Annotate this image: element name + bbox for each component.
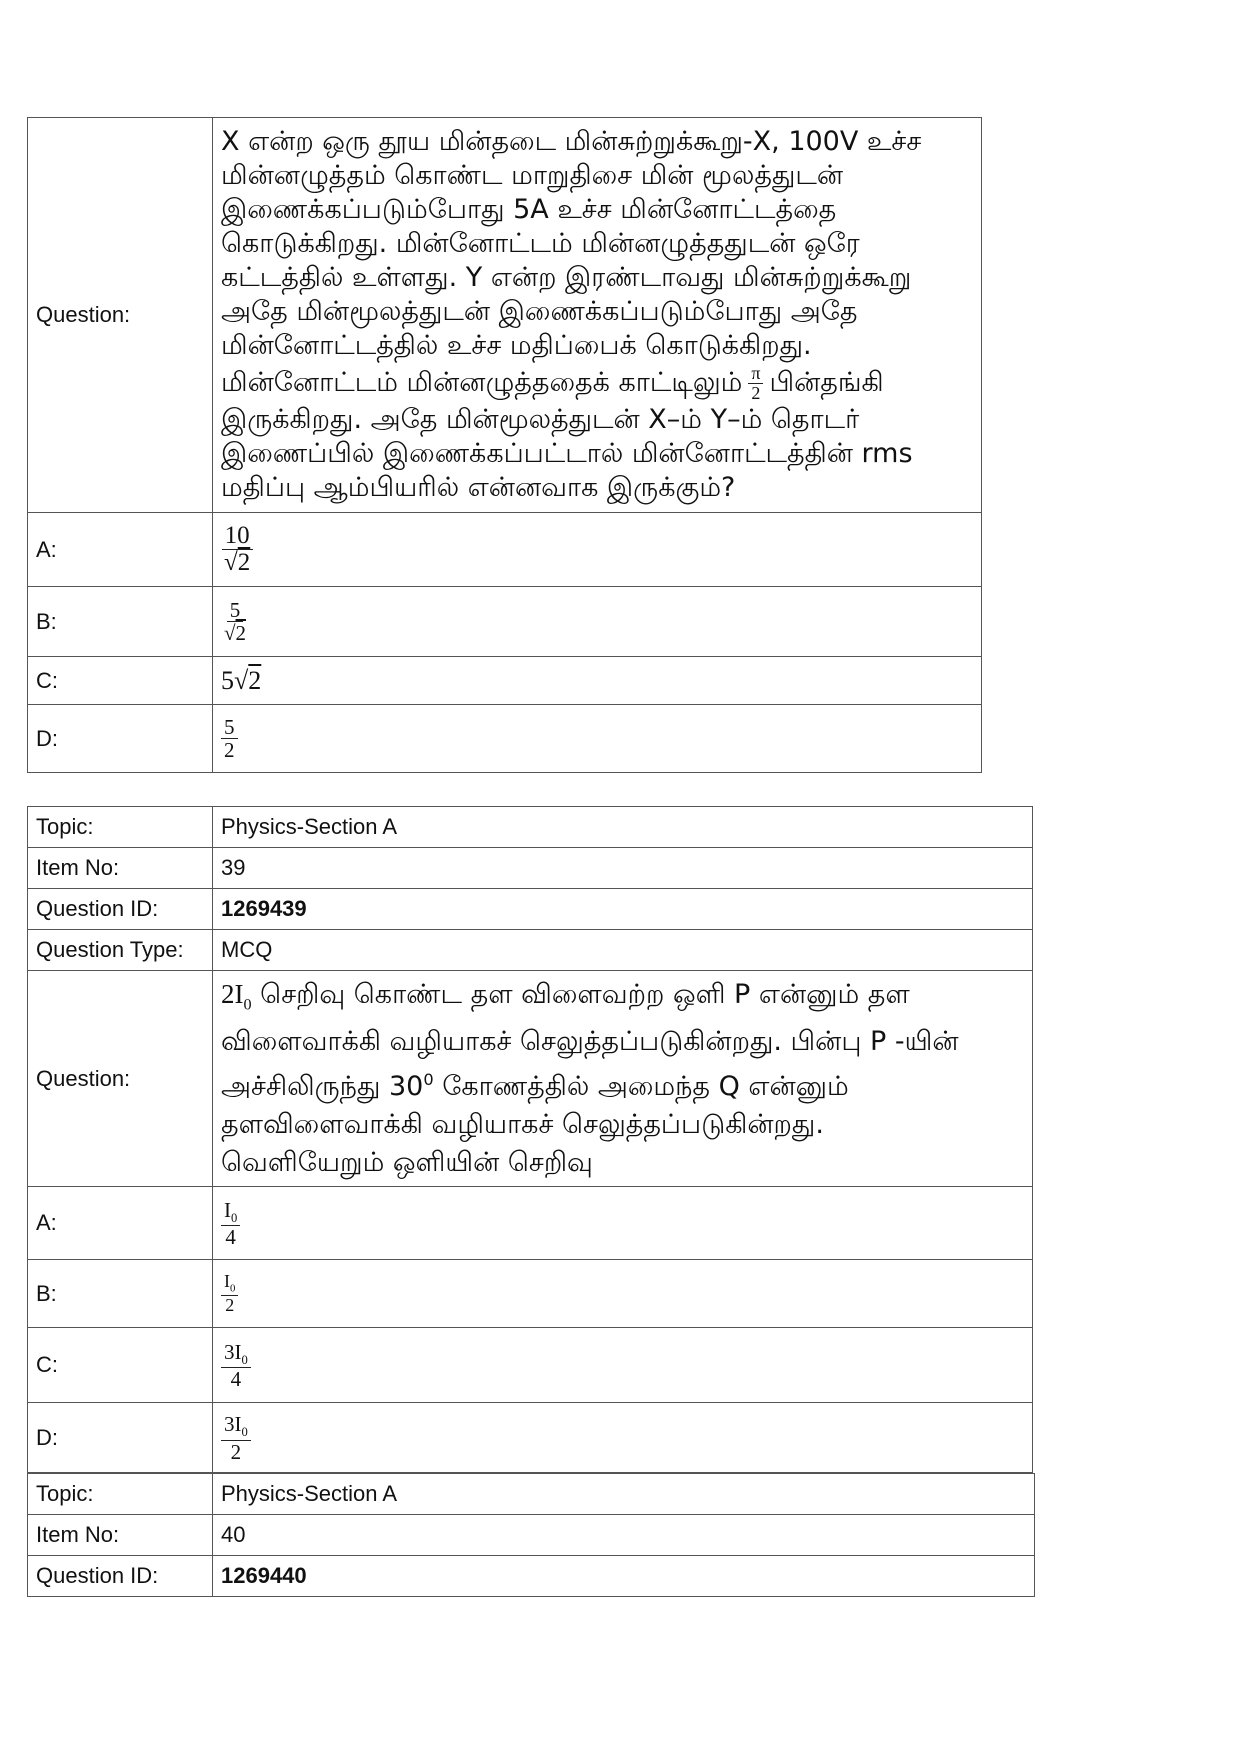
intensity-symbol: 2I [221, 979, 244, 1009]
option-a-value [213, 513, 982, 587]
question-fragment: பின்தங்கி [769, 367, 884, 398]
fraction-numerator [221, 1199, 240, 1226]
question-label: Question: [28, 118, 213, 513]
sqrt-symbol: √ [224, 549, 238, 576]
subscript: 0 [241, 1352, 248, 1367]
option-c-label: C: [28, 1328, 213, 1403]
subscript: 0 [241, 1425, 248, 1440]
item-no-label: Item No: [28, 848, 213, 889]
fraction-denominator [221, 550, 253, 576]
option-d-value [213, 705, 982, 773]
superscript: 0 [423, 1070, 434, 1090]
topic-label: Topic: [28, 1474, 213, 1515]
subscript: 0 [243, 995, 252, 1014]
fraction-numerator: 10 [222, 523, 253, 550]
numerator-symbol: 3I [224, 1412, 242, 1437]
fraction-numerator [221, 1341, 251, 1368]
question-type-label: Question Type: [28, 930, 213, 971]
question-fragment: செறிவு கொண்ட தள விளைவற்ற ஒளி P என்னும் தள [251, 979, 910, 1010]
option-b-fraction [221, 1272, 238, 1315]
question-fragment: அச்சிலிருந்து 30 [221, 1071, 424, 1103]
option-c-label: C: [28, 657, 213, 705]
fraction-numerator: π [748, 364, 763, 384]
fraction-denominator: 2 [230, 1439, 242, 1464]
question-id-label: Question ID: [28, 889, 213, 930]
option-b-label: B: [28, 1260, 213, 1328]
fraction-numerator: 5 [227, 599, 244, 622]
fraction-numerator [221, 1272, 238, 1296]
question-line: மின்னழுத்தம் கொண்ட மாறுதிசை மின் மூலத்துடன் [221, 160, 844, 191]
option-a-fraction [221, 523, 253, 577]
fraction-numerator: 5 [221, 716, 238, 739]
question-type-value: MCQ [213, 930, 1033, 971]
fraction-denominator: 4 [225, 1225, 236, 1250]
radicand: 2 [235, 621, 247, 645]
option-d-fraction [221, 716, 238, 761]
question-line: அதே மின்மூலத்துடன் இணைக்கப்படும்போது அதே [221, 296, 858, 327]
item-no-value: 40 [213, 1515, 1035, 1556]
coefficient: 5 [221, 665, 234, 695]
fraction-denominator [221, 622, 249, 644]
question-line [221, 975, 1024, 1023]
option-d-label: D: [28, 705, 213, 773]
numerator-symbol: 3I [224, 1339, 242, 1364]
sqrt-symbol: √ [234, 665, 249, 695]
question-block-38 [27, 117, 982, 773]
option-b-value [213, 587, 982, 657]
topic-label: Topic: [28, 807, 213, 848]
subscript: 0 [230, 1283, 236, 1296]
option-d-value [213, 1403, 1033, 1473]
pi-over-2-fraction [748, 364, 763, 403]
option-b-fraction [221, 599, 249, 644]
item-no-label: Item No: [28, 1515, 213, 1556]
question-line: மின்னோட்டத்தில் உச்ச மதிப்பைக் கொடுக்கிறது. [221, 330, 812, 361]
question-line: கொடுக்கிறது. மின்னோட்டம் மின்னழுத்ததுடன் ஒரே [221, 228, 860, 259]
fraction-numerator [221, 1413, 251, 1440]
option-b-label: B: [28, 587, 213, 657]
question-fragment: கோணத்தில் அமைந்த Q என்னும் [433, 1071, 849, 1103]
radicand: 2 [237, 549, 251, 576]
option-a-fraction [221, 1199, 240, 1248]
topic-value: Physics-Section A [213, 1474, 1035, 1515]
option-d-label: D: [28, 1403, 213, 1473]
question-label: Question: [28, 971, 213, 1187]
numerator-symbol: I [224, 1197, 231, 1222]
option-c-value [213, 1328, 1033, 1403]
sqrt-symbol: √ [224, 621, 236, 645]
question-id-value [213, 1556, 1035, 1597]
question-line: மதிப்பு ஆம்பியரில் என்னவாக இருக்கும்? [221, 472, 736, 503]
topic-value: Physics-Section A [213, 807, 1033, 848]
question-id-label: Question ID: [28, 1556, 213, 1597]
question-line: X என்ற ஒரு தூய மின்தடை மின்சுற்றுக்கூறு-X, 100V உச்ச [221, 126, 922, 157]
question-line: கட்டத்தில் உள்ளது. Y என்ற இரண்டாவது மின்சுற்றுக்கூறு [221, 262, 912, 293]
fraction-denominator: 2 [225, 1295, 235, 1316]
fraction-denominator: 2 [224, 738, 235, 762]
question-line: இருக்கிறது. அதே மின்மூலத்துடன் X–ம் Y–ம் தொடர் [221, 404, 860, 435]
question-line: இணைக்கப்படும்போது 5A உச்ச மின்னோட்டத்தை [221, 194, 837, 225]
option-c-fraction [221, 1341, 251, 1390]
option-a-value [213, 1187, 1033, 1260]
fraction-denominator: 4 [230, 1367, 242, 1392]
question-line [221, 1061, 1024, 1106]
question-text [213, 118, 982, 513]
option-a-label: A: [28, 1187, 213, 1260]
option-b-value [213, 1260, 1033, 1328]
question-line [221, 363, 973, 403]
question-block-40 [27, 1473, 1035, 1597]
fraction-denominator: 2 [751, 382, 761, 403]
question-text [213, 971, 1033, 1187]
numerator-symbol: I [224, 1271, 230, 1292]
item-no-value: 39 [213, 848, 1033, 889]
subscript: 0 [231, 1210, 238, 1225]
question-line: வெளியேறும் ஒளியின் செறிவு [221, 1147, 593, 1179]
question-line: இணைப்பில் இணைக்கப்பட்டால் மின்னோட்டத்தின் rms [221, 438, 913, 469]
question-id-text: 1269439 [221, 896, 307, 921]
option-c-value [213, 657, 982, 705]
option-c-expression [221, 666, 261, 695]
question-line: விளைவாக்கி வழியாகச் செலுத்தப்படுகின்றது. பின்பு P -யின் [221, 1026, 959, 1058]
question-block-39 [27, 806, 1033, 1473]
question-id-value [213, 889, 1033, 930]
question-fragment: மின்னோட்டம் மின்னழுத்ததைக் காட்டிலும் [221, 367, 743, 398]
radicand: 2 [248, 665, 262, 695]
option-a-label: A: [28, 513, 213, 587]
option-d-fraction [221, 1413, 251, 1462]
question-line: தளவிளைவாக்கி வழியாகச் செலுத்தப்படுகின்றது. [221, 1109, 824, 1141]
question-id-text: 1269440 [221, 1563, 307, 1588]
